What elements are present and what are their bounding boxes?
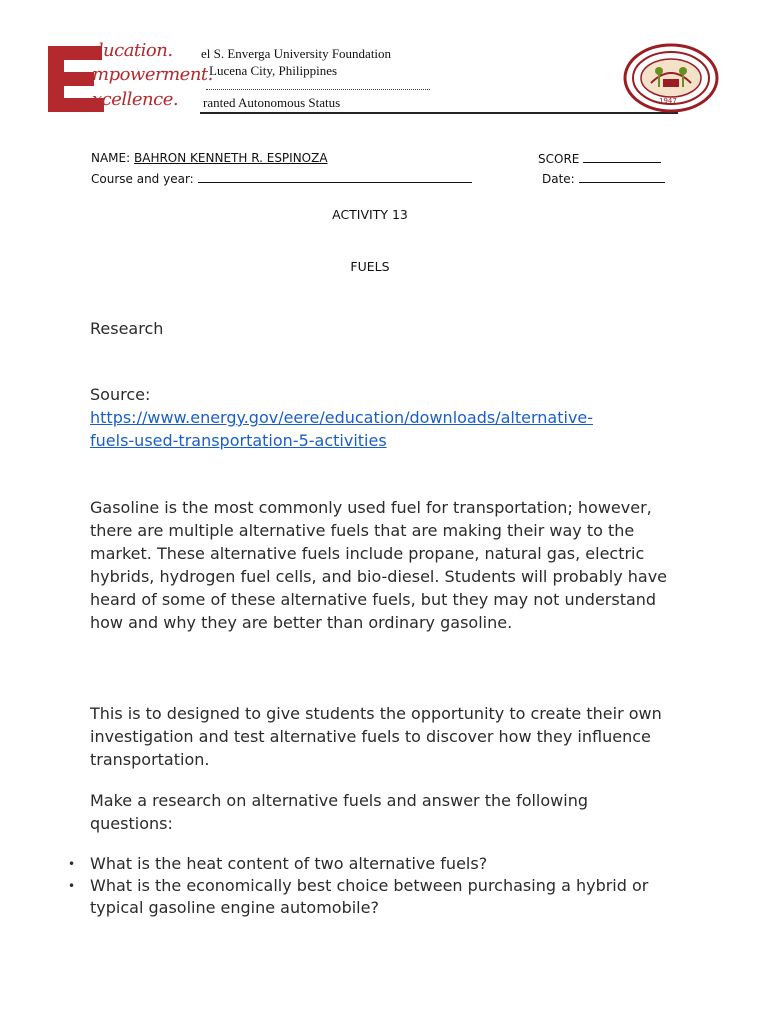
- source-label: Source:: [90, 385, 151, 404]
- paragraph-intro: Gasoline is the most commonly used fuel for transportation; however, there are multiple alternative fuels that are making their way to the market. These alternative fuels include propane, natural gas, electric hybrids, hydrogen fuel cells, and bio-diesel. Students will probably have heard of some of these alternative fuels, but they may not understand how and why they are better than ordinary gasoline.: [90, 498, 667, 632]
- motto-line-3: xcellence.: [92, 89, 179, 110]
- score-label: SCORE: [538, 152, 580, 166]
- score-field: [538, 151, 661, 166]
- date-field: [542, 171, 665, 186]
- activity-title: FUELS: [350, 259, 390, 274]
- list-item: [68, 853, 680, 875]
- questions-list: [68, 853, 680, 919]
- header-divider: [200, 112, 678, 114]
- course-year-label: Course and year:: [91, 172, 194, 186]
- name-value: BAHRON KENNETH R. ESPINOZA: [134, 151, 328, 165]
- activity-number: ACTIVITY 13: [332, 207, 408, 222]
- university-location: Lucena City, Philippines: [209, 63, 338, 78]
- paragraph-instructions: Make a research on alternative fuels and answer the following questions:: [90, 791, 588, 833]
- source-link-line-1: https://www.energy.gov/eere/education/downloads/alternative-: [90, 408, 594, 427]
- name-field: [91, 151, 328, 165]
- bullet-icon: •: [68, 879, 76, 893]
- course-year-blank[interactable]: [198, 171, 472, 183]
- course-year-field: [91, 171, 472, 186]
- paragraph-purpose: This is to designed to give students the opportunity to create their own investigation and test alternative fuels to discover how they influence transportation.: [90, 704, 662, 769]
- date-label: Date:: [542, 172, 575, 186]
- name-label: NAME:: [91, 151, 131, 165]
- university-seal: [623, 43, 719, 113]
- question-2: What is the economically best choice between purchasing a hybrid or typical gasoline engine automobile?: [90, 876, 649, 917]
- bullet-icon: •: [68, 857, 76, 871]
- motto-line-2: mpowerment.: [92, 64, 213, 85]
- date-blank[interactable]: [579, 171, 665, 183]
- university-name: el S. Enverga University Foundation: [201, 46, 392, 61]
- motto-line-1: ducation.: [92, 40, 173, 61]
- section-heading: Research: [90, 319, 164, 338]
- university-logo: [46, 40, 213, 114]
- header-dotted-divider: [206, 89, 430, 90]
- list-item: [68, 875, 680, 919]
- score-blank[interactable]: [583, 151, 661, 163]
- university-status: ranted Autonomous Status: [203, 95, 341, 110]
- source-link[interactable]: [90, 406, 690, 452]
- source-link-line-2: fuels-used-transportation-5-activities: [90, 431, 387, 450]
- question-1: What is the heat content of two alternative fuels?: [90, 854, 488, 873]
- seal-year: 1947: [659, 97, 677, 105]
